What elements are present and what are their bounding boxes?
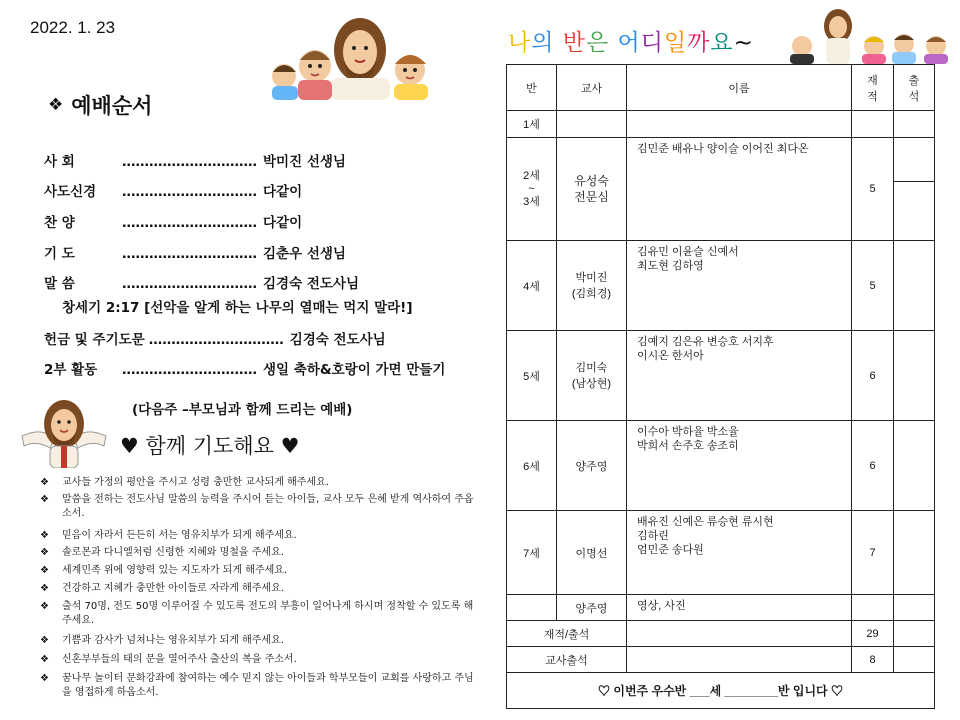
title-char: 은 <box>585 30 610 56</box>
cell-names: 영상, 사진 <box>627 595 852 621</box>
order-row-label: 2부 활동 <box>44 362 98 378</box>
order-row-label: 말 씀 <box>44 276 75 292</box>
order-row-value: 김경숙 전도사님 <box>289 332 386 348</box>
order-row-label: 사 회 <box>44 154 75 170</box>
diamond-bullet-icon: ❖ <box>40 635 49 646</box>
summary-row <box>507 621 935 647</box>
cell-attend <box>894 111 935 138</box>
summary-blank <box>627 647 852 673</box>
footer-row <box>507 673 935 709</box>
summary-value: 29 <box>852 621 894 647</box>
prayer-item <box>40 546 480 560</box>
order-row <box>44 150 346 170</box>
cell-enrolled: 6 <box>852 421 894 511</box>
dot-leader: ………………………… <box>122 215 257 231</box>
cell-names: 김민준 배유나 양이슬 이어진 최다온 <box>627 138 852 241</box>
summary-attend <box>894 647 935 673</box>
prayer-text: 건강하고 지혜가 충만한 아이들로 자라게 해주세요. <box>62 583 284 594</box>
prayer-text: 말씀을 전하는 전도사님 말씀의 능력을 주시어 듣는 아이들, 교사 모두 은혜 받게 역사하여 주옵소서. <box>62 494 474 519</box>
cell-attend <box>894 331 935 421</box>
cell-ban: 6세 <box>507 421 557 511</box>
cell-ban: 7세 <box>507 511 557 595</box>
cell-ban: 1세 <box>507 111 557 138</box>
prayer-item <box>40 582 480 596</box>
diamond-bullet-icon: ❖ <box>40 673 49 684</box>
order-row-value: 생일 축하&호랑이 가면 만들기 <box>263 362 446 378</box>
cell-names <box>627 111 852 138</box>
cell-names: 배유진 신예은 류승현 류시현 김하린 엄민준 송다원 <box>627 511 852 595</box>
header-names: 이름 <box>627 65 852 111</box>
order-row <box>44 211 302 231</box>
dot-leader: ………………………… <box>148 332 284 348</box>
dot-leader: ………………………… <box>122 184 257 200</box>
cell-enrolled <box>852 111 894 138</box>
diamond-bullet-icon: ❖ <box>48 95 64 115</box>
title-char: 나 <box>508 30 532 56</box>
title-char: 요 <box>710 30 734 56</box>
cell-names: 김유민 이윤슬 신예서 최도현 김하영 <box>627 241 852 331</box>
prayer-text: 세계민족 위에 영향력 있는 지도자가 되게 해주세요. <box>62 565 288 576</box>
prayer-text: 교사들 가정의 평안을 주시고 성령 충만한 교사되게 해주세요. <box>62 477 329 488</box>
prayer-title: ♥ 함께 기도해요 ♥ <box>120 434 300 458</box>
prayer-item <box>40 634 480 648</box>
prayer-item <box>40 529 480 543</box>
worship-order-heading: 예배순서 <box>71 94 153 118</box>
prayer-item <box>40 476 480 490</box>
cell-enrolled: 5 <box>852 241 894 331</box>
cell-attend <box>894 241 935 331</box>
diamond-bullet-icon: ❖ <box>40 565 49 576</box>
cell-teacher: 유성숙 전문심 <box>557 138 627 241</box>
cell-teacher <box>557 111 627 138</box>
cell-teacher: 이명선 <box>557 511 627 595</box>
bulletin-date: 2022. 1. 23 <box>30 18 116 37</box>
cell-attend <box>894 595 935 621</box>
cell-teacher: 양주영 <box>557 595 627 621</box>
title-char <box>554 30 562 56</box>
table-row <box>507 241 935 331</box>
scripture-reference: 창세기 2:17 [선악을 알게 하는 나무의 열매는 먹지 말라!] <box>62 300 413 316</box>
table-row <box>507 331 935 421</box>
title-char: 일 <box>663 30 688 56</box>
order-row <box>44 328 386 348</box>
dot-leader: ………………………… <box>122 154 257 170</box>
order-row-value: 김춘우 선생님 <box>263 246 346 262</box>
cell-attend <box>894 182 935 241</box>
jesus-welcome-illustration <box>14 396 114 468</box>
order-row-value: 김경숙 전도사님 <box>263 276 359 292</box>
cell-teacher: 양주영 <box>557 421 627 511</box>
diamond-bullet-icon: ❖ <box>40 477 49 488</box>
prayer-text: 믿음이 자라서 든든히 서는 영유치부가 되게 해주세요. <box>62 530 297 541</box>
prayer-item <box>40 653 480 667</box>
dot-leader: ………………………… <box>122 276 257 292</box>
prayer-text: 신혼부부들의 태의 문을 열어주사 출산의 복을 주소서. <box>62 654 297 665</box>
cell-enrolled: 6 <box>852 331 894 421</box>
cell-enrolled: 7 <box>852 511 894 595</box>
cell-ban: 4세 <box>507 241 557 331</box>
order-row <box>44 272 359 292</box>
prayer-text: 꿈나무 놀이터 문화강좌에 참여하는 예수 믿지 않는 아이들과 학부모들이 교회를 사랑하고 주님을 영접하게 하옵소서. <box>62 673 474 698</box>
worship-order-title <box>48 90 152 120</box>
title-char: 의 <box>531 30 555 56</box>
title-char: 어 <box>617 30 641 56</box>
diamond-bullet-icon: ❖ <box>40 547 49 558</box>
best-class-footer: ♡ 이번주 우수반 ___세 ________반 입니다 ♡ <box>507 673 935 709</box>
cell-attend <box>894 421 935 511</box>
header-attend: 출 석 <box>894 65 935 111</box>
cell-names: 김예지 김은유 변승호 서지후 이시온 한서아 <box>627 331 852 421</box>
diamond-bullet-icon: ❖ <box>40 494 49 505</box>
order-row-label: 헌금 및 주기도문 <box>44 332 145 348</box>
table-row <box>507 421 935 511</box>
children-group-illustration <box>786 6 956 64</box>
table-row <box>507 511 935 595</box>
order-row <box>44 358 445 378</box>
cell-ban: 5세 <box>507 331 557 421</box>
class-title <box>508 24 754 57</box>
order-row-value: 다같이 <box>263 184 303 200</box>
table-row <box>507 111 935 138</box>
diamond-bullet-icon: ❖ <box>40 654 49 665</box>
cell-attend <box>894 138 935 182</box>
order-row-label: 찬 양 <box>44 215 75 231</box>
header-teacher: 교사 <box>557 65 627 111</box>
class-table <box>506 64 935 709</box>
order-row-label: 사도신경 <box>44 184 97 200</box>
table-header-row <box>507 65 935 111</box>
dot-leader: ………………………… <box>122 362 257 378</box>
jesus-children-illustration <box>270 14 445 100</box>
cell-ban <box>507 595 557 621</box>
order-row-value: 다같이 <box>263 215 303 231</box>
summary-label: 재적/출석 <box>507 621 627 647</box>
summary-attend <box>894 621 935 647</box>
next-week-note: (다음주 –부모님과 함께 드리는 예배) <box>132 402 353 418</box>
prayer-text: 출석 70명, 전도 50명 이루어질 수 있도록 전도의 부흥이 일어나게 하시며 정착할 수 있도록 해주세요. <box>62 601 474 626</box>
cell-teacher: 박미진 (김희경) <box>557 241 627 331</box>
cell-enrolled <box>852 595 894 621</box>
diamond-bullet-icon: ❖ <box>40 530 49 541</box>
order-row-value: 박미진 선생님 <box>263 154 346 170</box>
title-char: 디 <box>640 30 664 56</box>
cell-teacher: 김미숙 (남상현) <box>557 331 627 421</box>
order-row-label: 기 도 <box>44 246 75 262</box>
prayer-item <box>40 493 480 521</box>
title-char: ~ <box>733 30 754 56</box>
table-row <box>507 595 935 621</box>
cell-enrolled: 5 <box>852 138 894 241</box>
title-char: 반 <box>562 30 586 56</box>
header-ban: 반 <box>507 65 557 111</box>
summary-value: 8 <box>852 647 894 673</box>
prayer-item <box>40 600 480 628</box>
title-char: 까 <box>687 30 711 56</box>
title-char <box>609 30 617 56</box>
dot-leader: ………………………… <box>122 246 257 262</box>
prayer-text: 솔로몬과 다니엘처럼 신령한 지혜와 명철을 주세요. <box>62 547 284 558</box>
summary-row <box>507 647 935 673</box>
cell-ban: 2세 ~ 3세 <box>507 138 557 241</box>
prayer-item <box>40 672 480 700</box>
diamond-bullet-icon: ❖ <box>40 601 49 612</box>
cell-attend <box>894 511 935 595</box>
order-row <box>44 242 346 262</box>
summary-label: 교사출석 <box>507 647 627 673</box>
prayer-text: 기쁨과 감사가 넘쳐나는 영유치부가 되게 해주세요. <box>62 635 284 646</box>
diamond-bullet-icon: ❖ <box>40 583 49 594</box>
header-enrolled: 재 적 <box>852 65 894 111</box>
summary-blank <box>627 621 852 647</box>
order-row <box>44 180 302 200</box>
table-row <box>507 138 935 182</box>
cell-names: 이수아 박하율 박소율 박희서 손주호 송조히 <box>627 421 852 511</box>
prayer-item <box>40 564 480 578</box>
